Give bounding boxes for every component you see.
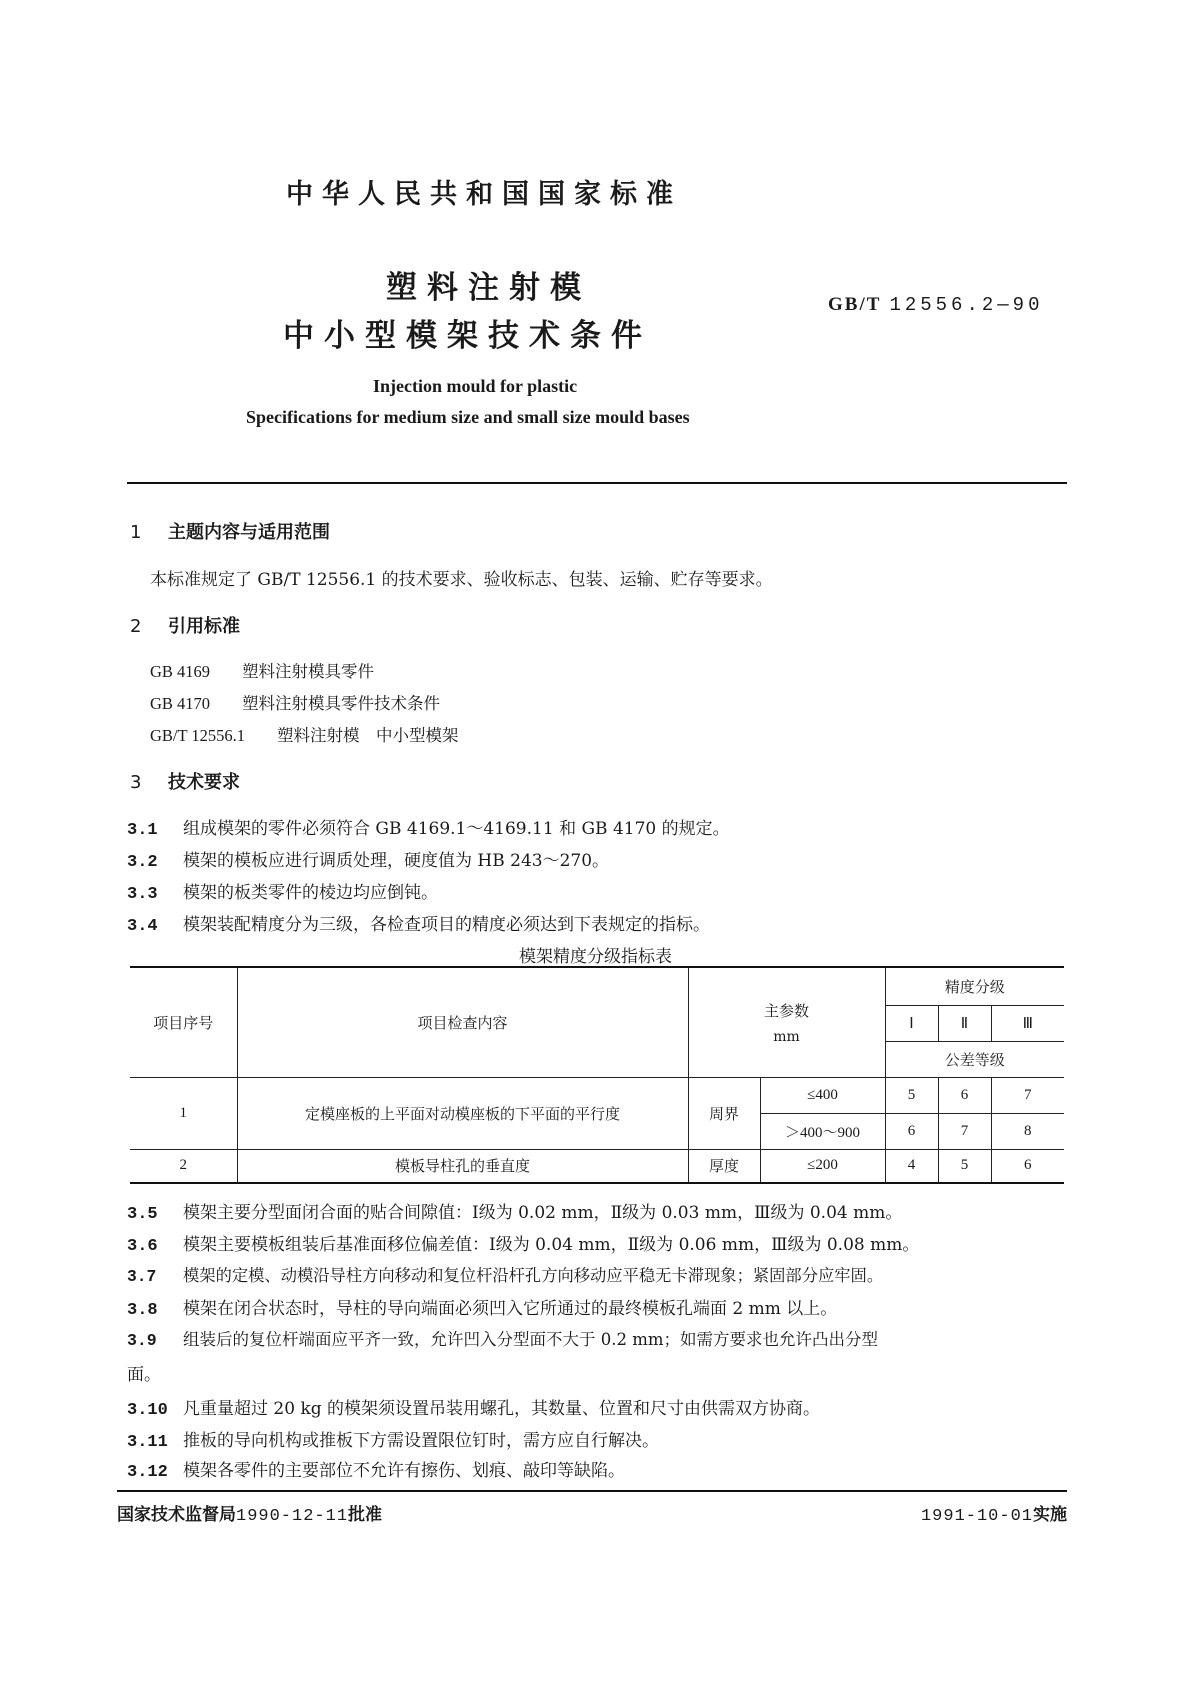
clause-text: 模架的定模、动模沿导柱方向移动和复位杆沿杆孔方向移动应平稳无卡滞现象；紧固部分应牢固。 bbox=[183, 1266, 884, 1285]
english-title-line1: Injection mould for plastic bbox=[373, 376, 578, 396]
section-1-body: 本标准规定了 GB/T 12556.1 的技术要求、验收标志、包装、运输、贮存等要求。 bbox=[150, 570, 773, 590]
row-content: 模板导柱孔的垂直度 bbox=[237, 1149, 688, 1183]
reference-title: 塑料注射模具零件技术条件 bbox=[242, 694, 440, 713]
clause-3-4 bbox=[127, 910, 710, 936]
row-value: 6 bbox=[938, 1077, 991, 1113]
clause-text: 模架各零件的主要部位不允许有擦伤、划痕、敲印等缺陷。 bbox=[183, 1461, 625, 1481]
row-range: ≤200 bbox=[760, 1149, 885, 1183]
row-value: 4 bbox=[885, 1149, 938, 1183]
section-number: 1 bbox=[130, 522, 142, 543]
approval-label: 批准 bbox=[348, 1505, 383, 1525]
document-title-line2: 中小型模架技术条件 bbox=[283, 318, 652, 354]
clause-number: 3.12 bbox=[127, 1463, 168, 1482]
clause-text: 推板的导向机构或推板下方需设置限位钉时，需方应自行解决。 bbox=[183, 1431, 659, 1451]
clause-number: 3.3 bbox=[127, 885, 158, 904]
header-item-content: 项目检查内容 bbox=[237, 967, 688, 1077]
effective-label: 实施 bbox=[1033, 1505, 1067, 1525]
row-range: ≤400 bbox=[760, 1077, 885, 1113]
row-range: ＞400～900 bbox=[760, 1113, 885, 1149]
clause-3-8 bbox=[127, 1294, 837, 1320]
document-title-line1: 塑料注射模 bbox=[386, 270, 591, 306]
clause-3-11 bbox=[127, 1426, 659, 1452]
row-no: 2 bbox=[130, 1149, 237, 1183]
grade-1: Ⅰ bbox=[885, 1005, 938, 1041]
clause-number: 3.8 bbox=[127, 1301, 158, 1320]
row-value: 5 bbox=[885, 1077, 938, 1113]
table-row bbox=[130, 1149, 1064, 1183]
clause-text: 模架的板类零件的棱边均应倒钝。 bbox=[183, 883, 438, 903]
row-no: 1 bbox=[130, 1077, 237, 1149]
section-title: 技术要求 bbox=[168, 772, 240, 793]
row-value: 7 bbox=[938, 1113, 991, 1149]
footer-divider bbox=[117, 1490, 1067, 1492]
clause-number: 3.6 bbox=[127, 1237, 158, 1256]
clause-3-10 bbox=[127, 1394, 820, 1420]
header-divider bbox=[127, 482, 1067, 484]
effective-statement bbox=[921, 1500, 1067, 1526]
clause-text: 模架的模板应进行调质处理，硬度值为 HB 243～270。 bbox=[183, 851, 610, 871]
row-value: 8 bbox=[991, 1113, 1064, 1149]
clause-text: 模架在闭合状态时，导柱的导向端面必须凹入它所通过的最终模板孔端面 2 mm 以上。 bbox=[183, 1299, 838, 1319]
standard-code: 12556.2—90 bbox=[889, 294, 1044, 316]
clause-text: 模架主要模板组装后基准面移位偏差值：Ⅰ级为 0.04 mm，Ⅱ级为 0.06 mm，Ⅲ级为 0.08 mm。 bbox=[183, 1235, 920, 1255]
header-main-param bbox=[688, 967, 885, 1077]
clause-3-2 bbox=[127, 846, 609, 872]
clause-3-9-continuation: 面。 bbox=[127, 1365, 161, 1385]
section-3-heading bbox=[130, 768, 240, 794]
approval-statement bbox=[117, 1500, 382, 1526]
header-tolerance-grade: 公差等级 bbox=[885, 1041, 1064, 1077]
approval-org: 国家技术监督局 bbox=[117, 1505, 236, 1525]
effective-date: 1991-10-01 bbox=[920, 1507, 1033, 1526]
reference-item bbox=[150, 690, 440, 714]
table-caption: 模架精度分级指标表 bbox=[519, 947, 672, 967]
grade-3: Ⅲ bbox=[991, 1005, 1064, 1041]
row-param-name: 周界 bbox=[688, 1077, 760, 1149]
row-value: 7 bbox=[991, 1077, 1064, 1113]
clause-number: 3.2 bbox=[127, 853, 158, 872]
english-title-line2: Specifications for medium size and small size mould bases bbox=[246, 407, 690, 427]
table-row bbox=[130, 1077, 1064, 1113]
reference-code: GB/T 12556.1 bbox=[150, 726, 246, 745]
row-value: 6 bbox=[885, 1113, 938, 1149]
clause-number: 3.10 bbox=[127, 1401, 168, 1420]
section-1-heading bbox=[130, 518, 330, 544]
clause-3-6 bbox=[127, 1230, 919, 1256]
reference-code: GB 4169 bbox=[150, 662, 211, 681]
main-param-unit: mm bbox=[773, 1028, 800, 1045]
clause-3-12 bbox=[127, 1456, 625, 1482]
clause-number: 3.11 bbox=[127, 1433, 168, 1452]
clause-number: 3.1 bbox=[127, 821, 158, 840]
clause-3-9 bbox=[127, 1326, 878, 1350]
section-number: 3 bbox=[130, 772, 142, 793]
country-standard-heading: 中华人民共和国国家标准 bbox=[286, 179, 682, 210]
section-number: 2 bbox=[130, 616, 142, 637]
clause-text: 组装后的复位杆端面应平齐一致，允许凹入分型面不大于 0.2 mm；如需方要求也允许凸出分型 bbox=[183, 1330, 879, 1349]
row-value: 6 bbox=[991, 1149, 1064, 1183]
header-accuracy-grade: 精度分级 bbox=[885, 967, 1064, 1005]
clause-number: 3.4 bbox=[127, 917, 158, 936]
reference-code: GB 4170 bbox=[150, 694, 211, 713]
clause-3-1 bbox=[127, 814, 730, 840]
standard-number bbox=[828, 293, 1043, 316]
reference-item bbox=[150, 722, 459, 746]
grade-2: Ⅱ bbox=[938, 1005, 991, 1041]
row-param-name: 厚度 bbox=[688, 1149, 760, 1183]
clause-3-5 bbox=[127, 1198, 902, 1224]
clause-3-3 bbox=[127, 878, 438, 904]
clause-number: 3.5 bbox=[127, 1205, 158, 1224]
clause-3-7 bbox=[127, 1262, 883, 1286]
approval-date: 1990-12-11 bbox=[236, 1507, 349, 1526]
reference-title: 塑料注射模 中小型模架 bbox=[277, 726, 459, 745]
standard-prefix: GB/T bbox=[828, 294, 882, 315]
section-2-heading bbox=[130, 612, 240, 638]
row-value: 5 bbox=[938, 1149, 991, 1183]
clause-number: 3.7 bbox=[127, 1267, 157, 1286]
header-item-no: 项目序号 bbox=[130, 967, 237, 1077]
clause-number: 3.9 bbox=[127, 1331, 157, 1350]
clause-text: 凡重量超过 20 kg 的模架须设置吊装用螺孔，其数量、位置和尺寸由供需双方协商。 bbox=[183, 1399, 821, 1419]
reference-title: 塑料注射模具零件 bbox=[242, 662, 374, 681]
reference-item bbox=[150, 658, 374, 682]
accuracy-grade-table bbox=[130, 966, 1064, 1184]
clause-text: 模架主要分型面闭合面的贴合间隙值：Ⅰ级为 0.02 mm，Ⅱ级为 0.03 mm，Ⅲ级为 0.04 mm。 bbox=[183, 1203, 903, 1223]
section-title: 主题内容与适用范围 bbox=[168, 522, 330, 543]
main-param-label: 主参数 bbox=[763, 1001, 809, 1020]
clause-text: 组成模架的零件必须符合 GB 4169.1～4169.11 和 GB 4170 的规定。 bbox=[183, 819, 730, 839]
clause-text: 模架装配精度分为三级，各检查项目的精度必须达到下表规定的指标。 bbox=[183, 915, 710, 935]
row-content: 定模座板的上平面对动模座板的下平面的平行度 bbox=[237, 1077, 688, 1149]
section-title: 引用标准 bbox=[168, 616, 240, 637]
